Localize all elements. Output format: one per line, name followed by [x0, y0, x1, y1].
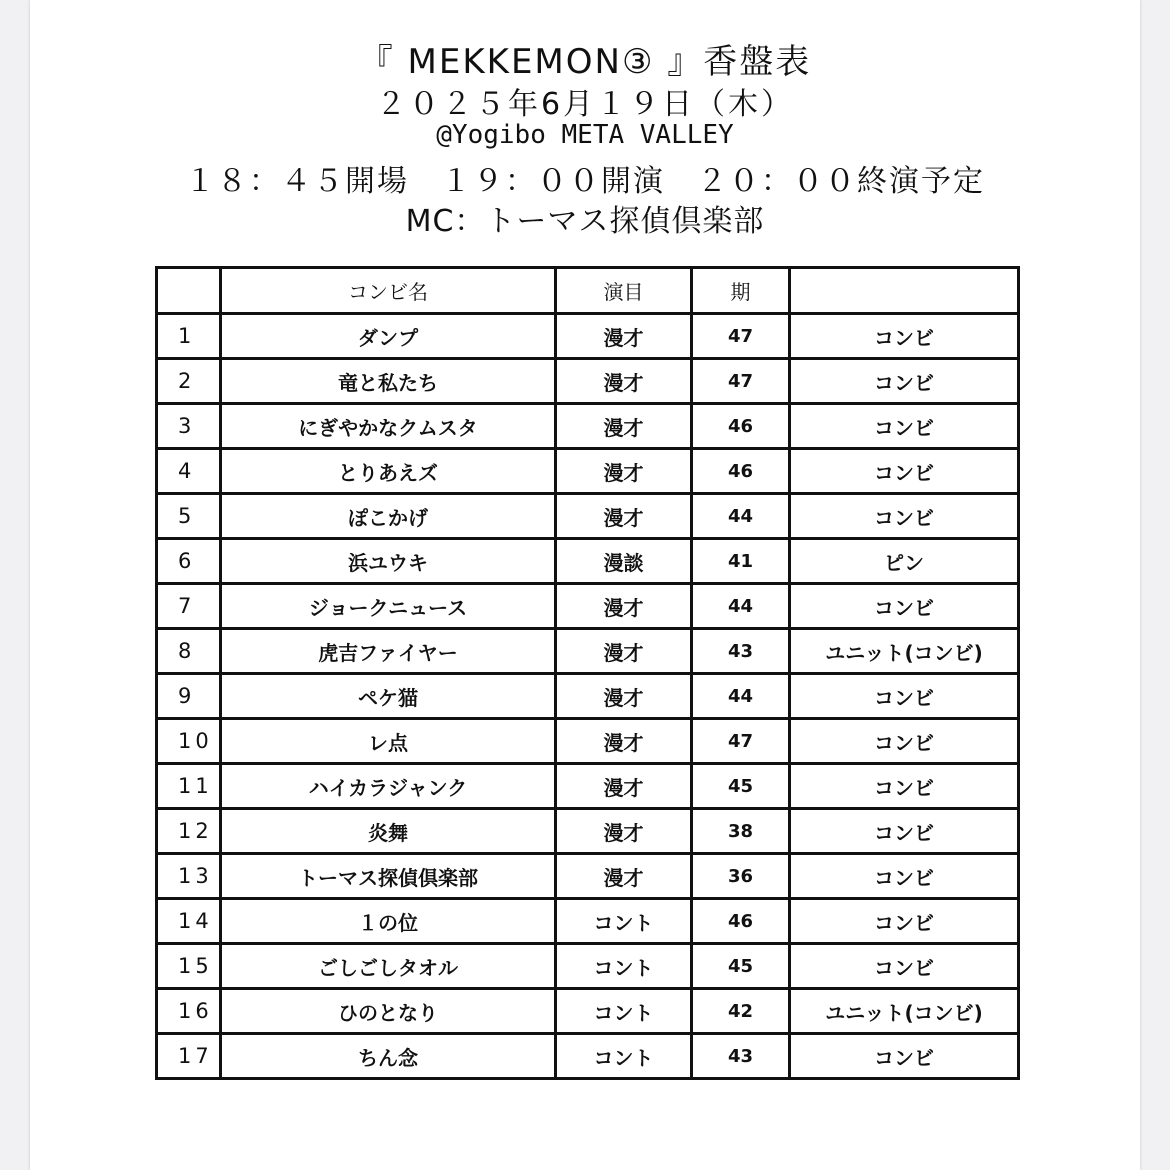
row-number: 9	[157, 674, 221, 719]
genre-cell: 漫才	[556, 809, 692, 854]
ki-cell: 46	[692, 449, 790, 494]
genre-cell: 漫才	[556, 674, 692, 719]
table-row	[157, 944, 1019, 989]
row-number: 10	[157, 719, 221, 764]
type-cell: コンビ	[790, 1034, 1019, 1079]
row-number: 13	[157, 854, 221, 899]
combi-name-cell: ペケ猫	[221, 674, 556, 719]
event-mc: MC：トーマス探偵倶楽部	[405, 204, 765, 239]
genre-cell: コント	[556, 989, 692, 1034]
event-venue: @Yogibo META VALLEY	[436, 120, 734, 150]
combi-name-cell: とりあえズ	[221, 449, 556, 494]
combi-name-cell: ハイカラジャンク	[221, 764, 556, 809]
type-cell: コンビ	[790, 494, 1019, 539]
genre-cell: 漫才	[556, 854, 692, 899]
type-cell: コンビ	[790, 404, 1019, 449]
type-cell: コンビ	[790, 809, 1019, 854]
type-cell: コンビ	[790, 584, 1019, 629]
genre-cell: 漫才	[556, 584, 692, 629]
genre-cell: 漫才	[556, 629, 692, 674]
type-cell: ユニット(コンビ)	[790, 629, 1019, 674]
genre-cell: 漫談	[556, 539, 692, 584]
genre-cell: コント	[556, 944, 692, 989]
combi-name-cell: 炎舞	[221, 809, 556, 854]
table-row	[157, 404, 1019, 449]
row-number: 15	[157, 944, 221, 989]
ki-cell: 41	[692, 539, 790, 584]
ki-cell: 43	[692, 629, 790, 674]
table-row	[157, 719, 1019, 764]
type-cell: コンビ	[790, 854, 1019, 899]
row-number: 6	[157, 539, 221, 584]
ki-cell: 43	[692, 1034, 790, 1079]
row-number: 14	[157, 899, 221, 944]
table-row	[157, 764, 1019, 809]
ki-cell: 47	[692, 359, 790, 404]
ki-cell: 38	[692, 809, 790, 854]
genre-cell: 漫才	[556, 719, 692, 764]
column-header-combi-name: コンビ名	[221, 268, 556, 314]
combi-name-cell: ごしごしタオル	[221, 944, 556, 989]
type-cell: コンビ	[790, 449, 1019, 494]
ki-cell: 36	[692, 854, 790, 899]
table-row	[157, 539, 1019, 584]
table-row	[157, 359, 1019, 404]
combi-name-cell: ぽこかげ	[221, 494, 556, 539]
ki-cell: 46	[692, 899, 790, 944]
row-number: 4	[157, 449, 221, 494]
combi-name-cell: にぎやかなクムスタ	[221, 404, 556, 449]
combi-name-cell: ひのとなり	[221, 989, 556, 1034]
column-header-genre: 演目	[556, 268, 692, 314]
row-number: 16	[157, 989, 221, 1034]
table-header-row	[157, 268, 1019, 314]
combi-name-cell: ちん念	[221, 1034, 556, 1079]
lineup-table-body	[157, 314, 1019, 1079]
table-row	[157, 1034, 1019, 1079]
table-row	[157, 989, 1019, 1034]
combi-name-cell: 竜と私たち	[221, 359, 556, 404]
type-cell: コンビ	[790, 314, 1019, 359]
table-row	[157, 494, 1019, 539]
row-number: 1	[157, 314, 221, 359]
combi-name-cell: 浜ユウキ	[221, 539, 556, 584]
ki-cell: 44	[692, 674, 790, 719]
type-cell: コンビ	[790, 719, 1019, 764]
column-header-type	[790, 268, 1019, 314]
row-number: 17	[157, 1034, 221, 1079]
type-cell: コンビ	[790, 764, 1019, 809]
genre-cell: 漫才	[556, 404, 692, 449]
table-row	[157, 629, 1019, 674]
column-header-number	[157, 268, 221, 314]
ki-cell: 47	[692, 719, 790, 764]
row-number: 7	[157, 584, 221, 629]
table-row	[157, 314, 1019, 359]
row-number: 2	[157, 359, 221, 404]
row-number: 3	[157, 404, 221, 449]
ki-cell: 45	[692, 944, 790, 989]
combi-name-cell: トーマス探偵倶楽部	[221, 854, 556, 899]
ki-cell: 45	[692, 764, 790, 809]
table-row	[157, 449, 1019, 494]
genre-cell: 漫才	[556, 314, 692, 359]
lineup-table	[155, 266, 1020, 1080]
ki-cell: 46	[692, 404, 790, 449]
genre-cell: 漫才	[556, 449, 692, 494]
type-cell: コンビ	[790, 359, 1019, 404]
table-row	[157, 674, 1019, 719]
row-number: 5	[157, 494, 221, 539]
type-cell: コンビ	[790, 674, 1019, 719]
event-times: １８：４５開場 １９：００開演 ２０：００終演予定	[185, 164, 985, 199]
genre-cell: 漫才	[556, 359, 692, 404]
combi-name-cell: ダンプ	[221, 314, 556, 359]
type-cell: ピン	[790, 539, 1019, 584]
ki-cell: 44	[692, 494, 790, 539]
table-row	[157, 809, 1019, 854]
ki-cell: 44	[692, 584, 790, 629]
genre-cell: 漫才	[556, 764, 692, 809]
genre-cell: コント	[556, 1034, 692, 1079]
row-number: 11	[157, 764, 221, 809]
combi-name-cell: レ点	[221, 719, 556, 764]
column-header-ki: 期	[692, 268, 790, 314]
row-number: 8	[157, 629, 221, 674]
document-title: 『 MEKKEMON③ 』香盤表	[358, 42, 812, 82]
type-cell: ユニット(コンビ)	[790, 989, 1019, 1034]
genre-cell: 漫才	[556, 494, 692, 539]
table-row	[157, 584, 1019, 629]
document-page	[30, 0, 1140, 1170]
ki-cell: 42	[692, 989, 790, 1034]
ki-cell: 47	[692, 314, 790, 359]
type-cell: コンビ	[790, 899, 1019, 944]
combi-name-cell: １の位	[221, 899, 556, 944]
combi-name-cell: ジョークニュース	[221, 584, 556, 629]
genre-cell: コント	[556, 899, 692, 944]
event-date: ２０２５年6月１９日（木）	[375, 87, 795, 122]
combi-name-cell: 虎吉ファイヤー	[221, 629, 556, 674]
type-cell: コンビ	[790, 944, 1019, 989]
row-number: 12	[157, 809, 221, 854]
table-row	[157, 899, 1019, 944]
table-row	[157, 854, 1019, 899]
